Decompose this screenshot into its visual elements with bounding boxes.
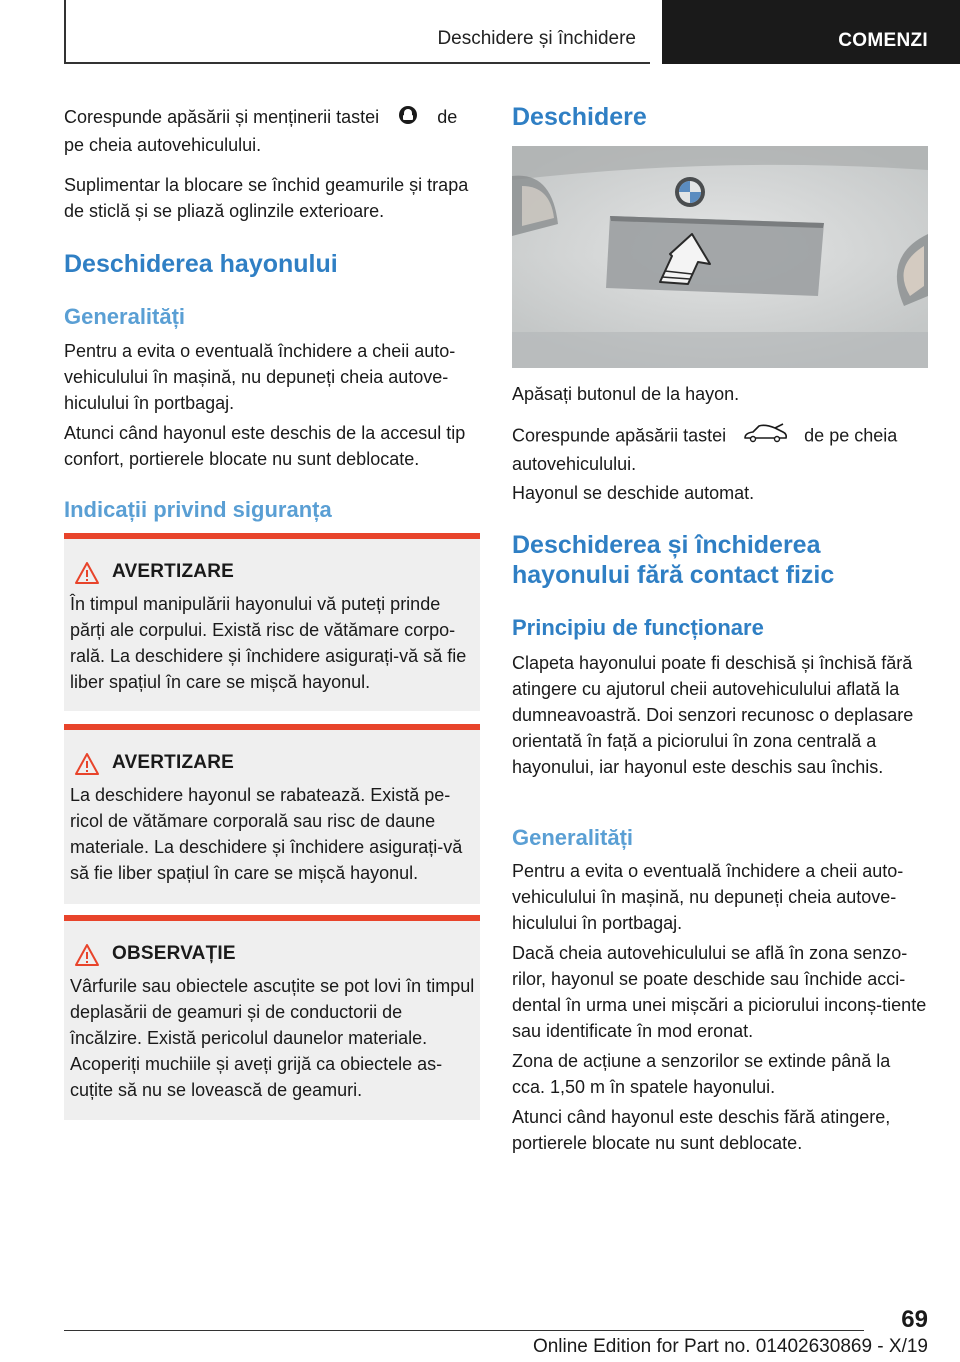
- warning-triangle-icon: [74, 752, 100, 776]
- heading-principle: Principiu de funcționare: [512, 615, 764, 640]
- paragraph-auto-open: Hayonul se deschide automat.: [512, 483, 755, 503]
- paragraph-windows: Suplimentar la blocare se închid geamurile și trapa de sticlă și se pliază oglinzile exterioare.: [64, 175, 469, 221]
- notice-title: OBSERVAȚIE: [112, 943, 236, 964]
- notice-box: [64, 915, 480, 1120]
- paragraph-principle: Clapeta hayonului poate fi deschisă și închisă fără atingere cu ajutorul cheii autovehiculului aflată la dumneavoastră. Doi senzori recunosc o deplasare orientată în față a piciorului în zona centrală a hayonului, iar hayonul este deschis sau închis.: [512, 653, 914, 777]
- warning-text: La deschidere hayonul se rabatează. Există pe-ricol de vătămare corporală sau risc de daune materiale. La deschidere și închidere asigurați-vă să fie liber spațiul în care se mișcă hayonul.: [70, 785, 463, 883]
- paragraph-key-hold: Corespunde apăsării și menținerii tastei de pe cheia autovehiculului.: [64, 104, 480, 158]
- heading-safety: Indicații privind siguranța: [64, 497, 332, 522]
- paragraph-sensor-zone: Dacă cheia autovehiculului se află în zona senzo-rilor, hayonul se poate deschide sau închide acci-dental în urma unei mișcări a piciorului inconș-tiente sau identificate în mod eronat.: [512, 943, 927, 1041]
- warning-triangle-icon: [74, 561, 100, 585]
- warning-bar: [64, 533, 480, 539]
- warning-text: În timpul manipulării hayonului vă puteți prinde părți ale corpului. Există risc de vătămare corpo-rală. La deschidere și închidere asigurați-vă să fie liber spațiul în care se mișcă hayonul.: [70, 594, 467, 692]
- notice-bar: [64, 915, 480, 921]
- paragraph-key-tailgate: Corespunde apăsării tastei de pe cheia autovehiculului.: [512, 422, 928, 477]
- paragraph-doors-locked: Atunci când hayonul este deschis fără atingere, portierele blocate nu sunt deblocate.: [512, 1107, 891, 1153]
- heading-open: Deschidere: [512, 103, 647, 131]
- heading-general: Generalități: [64, 304, 186, 329]
- heading-tailgate-open: Deschiderea hayonului: [64, 250, 338, 278]
- page-number: 69: [901, 1306, 928, 1333]
- heading-contactless: Deschiderea și închiderea hayonului fără contact fizic: [512, 531, 835, 589]
- chapter-tab: [662, 0, 960, 64]
- footer-rule: [64, 1330, 864, 1331]
- paragraph-key-trunk-2: Pentru a evita o eventuală închidere a cheii auto-vehiculului în mașină, nu depuneți cheia autove-hiculului în portbagaj.: [512, 861, 904, 933]
- warning-bar: [64, 724, 480, 730]
- edition-note: Online Edition for Part no. 01402630869 - X/19: [532, 1336, 928, 1357]
- warning-box: [64, 724, 480, 904]
- heading-general-2: Generalități: [512, 825, 634, 850]
- notice-text: Vârfurile sau obiectele ascuțite se pot lovi în timpul deplasării de geamuri și de conductorii de încălzire. Există pericolul daunelor materiale. Acoperiți muchiile și aveți grijă ca obiectele as-cuțite să nu se lovească de geamuri.: [70, 976, 475, 1100]
- header-rule: [64, 62, 650, 64]
- warning-title: AVERTIZARE: [112, 752, 234, 773]
- chapter-title: COMENZI: [838, 30, 928, 51]
- key-lock-button-icon: [398, 105, 418, 132]
- section-title: Deschidere și închidere: [437, 28, 636, 49]
- warning-box: [64, 533, 480, 711]
- warning-title: AVERTIZARE: [112, 561, 234, 582]
- paragraph-comfort-access: Atunci când hayonul este deschis de la accesul tip confort, portierele blocate nu sunt deblocate.: [64, 423, 466, 469]
- paragraph-key-trunk: Pentru a evita o eventuală închidere a cheii auto-vehiculului în mașină, nu depuneți cheia autove-hiculului în portbagaj.: [64, 341, 456, 413]
- tailgate-button-photo: [512, 146, 928, 368]
- paragraph-press-button: Apăsați butonul de la hayon.: [512, 384, 740, 404]
- tailgate-car-icon: [741, 422, 789, 451]
- warning-triangle-icon: [74, 943, 100, 967]
- paragraph-range: Zona de acțiune a senzorilor se extinde până la cca. 1,50 m în spatele hayonului.: [512, 1051, 891, 1097]
